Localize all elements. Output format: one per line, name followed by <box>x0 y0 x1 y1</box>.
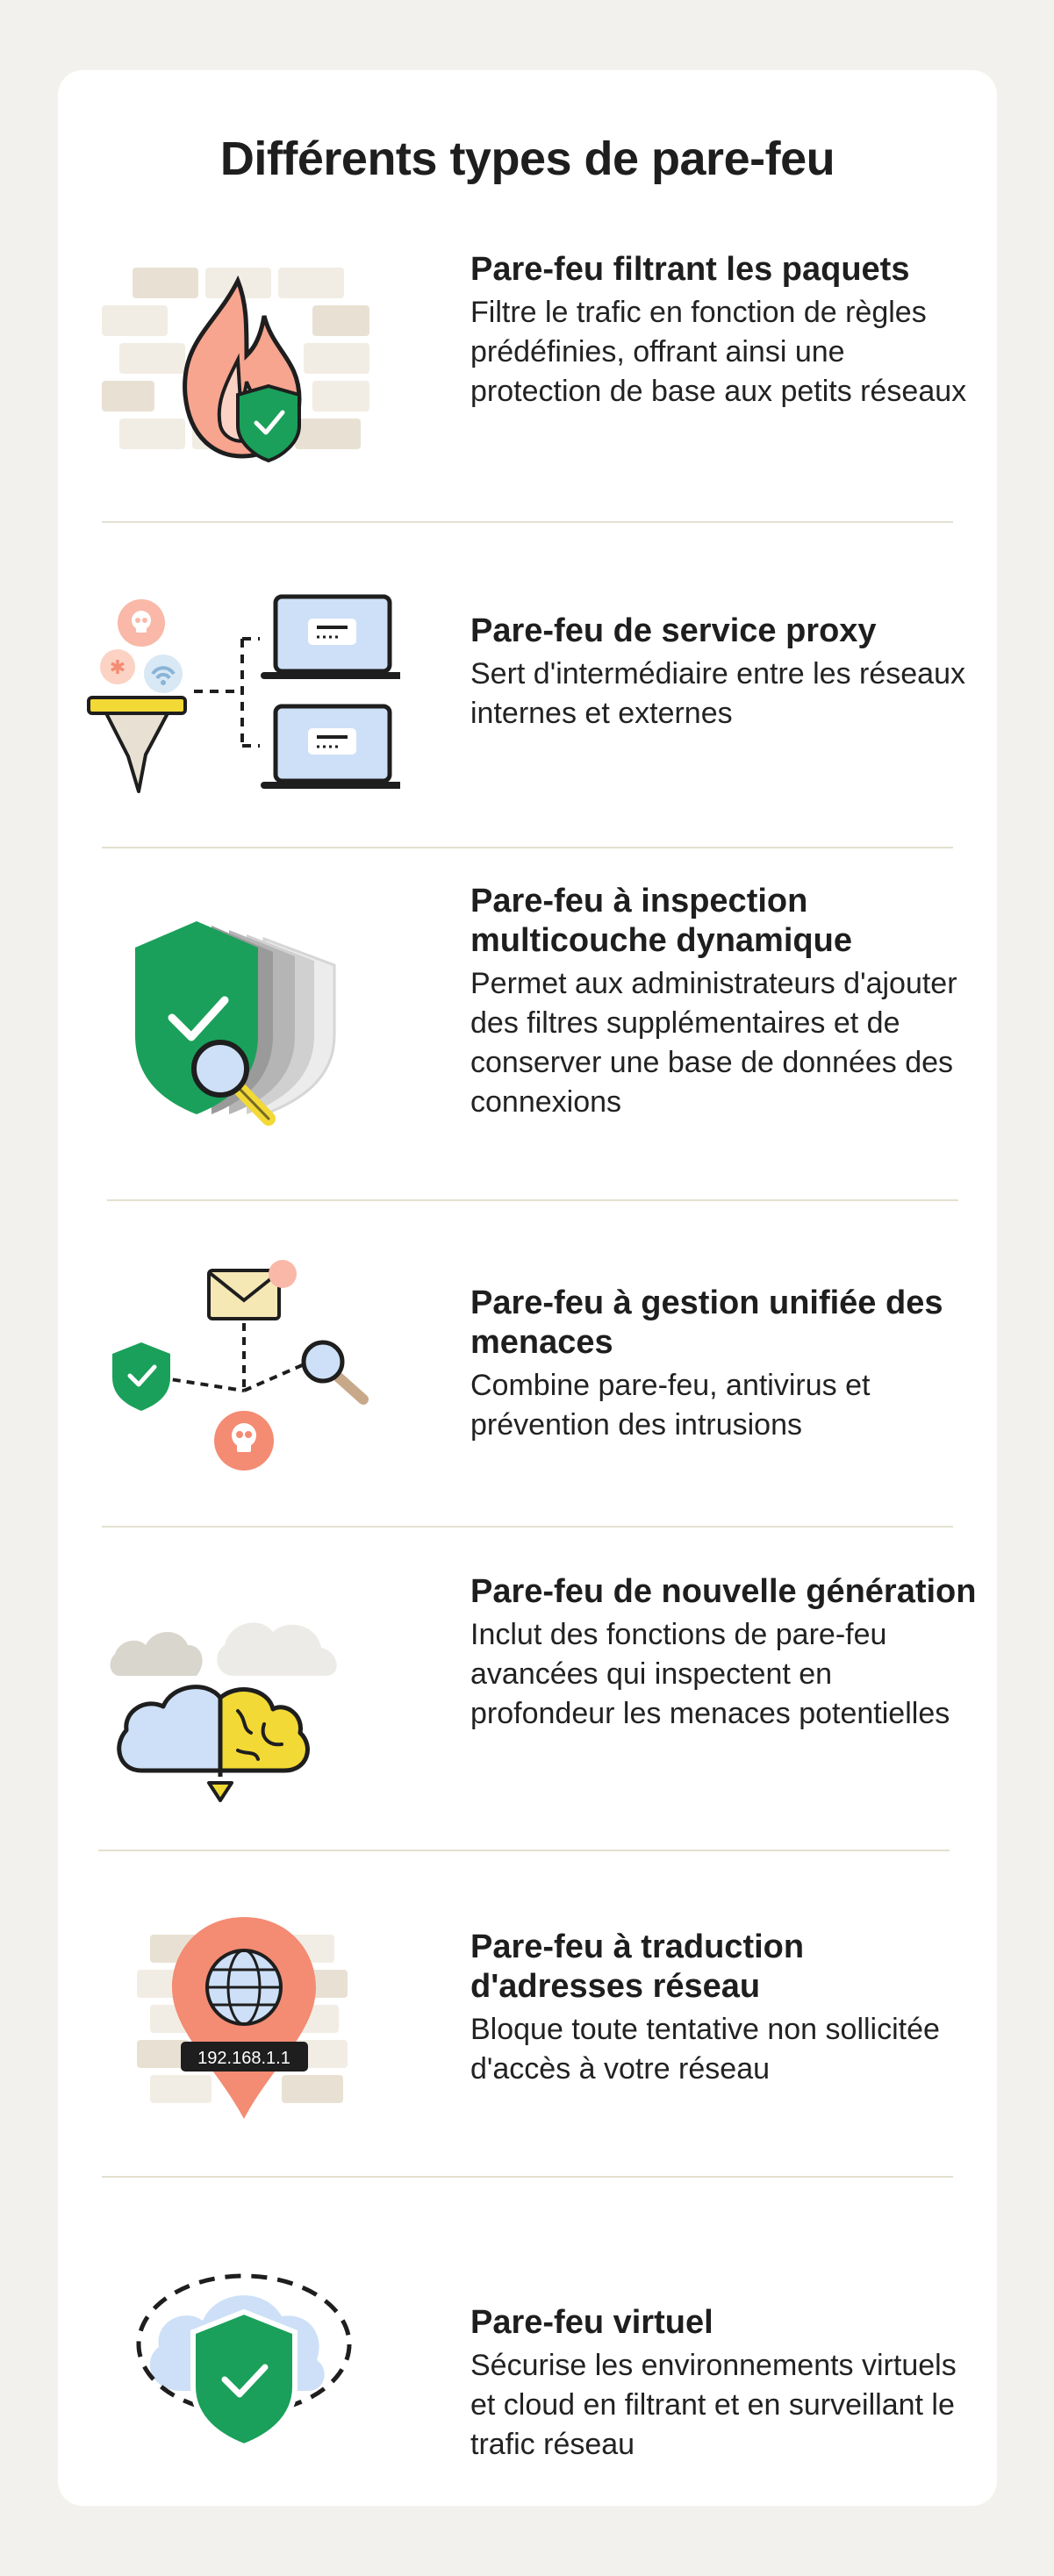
proxy-funnel-laptops-icon <box>84 570 400 816</box>
item-description: Sert d'intermédiaire entre les réseaux internes et externes <box>470 657 965 730</box>
nat-location-pin-icon <box>84 1908 400 2154</box>
item-heading: Pare-feu filtrant les paquets <box>470 251 910 288</box>
unified-threat-icon <box>84 1246 400 1492</box>
divider <box>102 1526 953 1528</box>
infographic-card <box>58 70 997 2506</box>
brick-wall-fire-icon <box>84 254 400 500</box>
ip-address-label: 192.168.1.1 <box>197 2049 290 2068</box>
svg-text:✱: ✱ <box>109 657 126 679</box>
item-description: Combine pare-feu, antivirus et prévention des intrusions <box>470 1369 871 1442</box>
item-heading: Pare-feu à inspection multicouche dynamique <box>470 883 852 959</box>
item-heading: Pare-feu virtuel <box>470 2304 713 2341</box>
divider <box>98 1850 950 1851</box>
divider <box>102 2176 953 2178</box>
item-heading: Pare-feu à traduction d'adresses réseau <box>470 1928 805 2005</box>
item-description: Inclut des fonctions de pare-feu avancées qui inspectent en profondeur les menaces potentielles <box>470 1618 950 1730</box>
cloud-brain-icon <box>84 1579 400 1825</box>
divider <box>102 521 953 523</box>
item-heading: Pare-feu à gestion unifiée des menaces <box>470 1284 943 1361</box>
divider <box>107 1199 958 1201</box>
page-title: Différents types de pare-feu <box>219 132 835 185</box>
item-description: Sécurise les environnements virtuels et cloud en filtrant et en surveillant le trafic réseau <box>470 2349 957 2461</box>
item-heading: Pare-feu de nouvelle génération <box>470 1573 977 1610</box>
item-heading: Pare-feu de service proxy <box>470 612 877 649</box>
item-description: Bloque toute tentative non sollicitée d'accès à votre réseau <box>470 2013 940 2086</box>
item-description: Permet aux administrateurs d'ajouter des filtres supplémentaires et de conserver une base de données des connexions <box>470 967 957 1119</box>
layered-shields-magnifier-icon <box>84 904 400 1149</box>
item-description: Filtre le trafic en fonction de règles prédéfinies, offrant ainsi une protection de base aux petits réseaux <box>470 296 967 408</box>
virtual-cloud-shield-icon <box>84 2229 400 2474</box>
divider <box>102 847 953 848</box>
